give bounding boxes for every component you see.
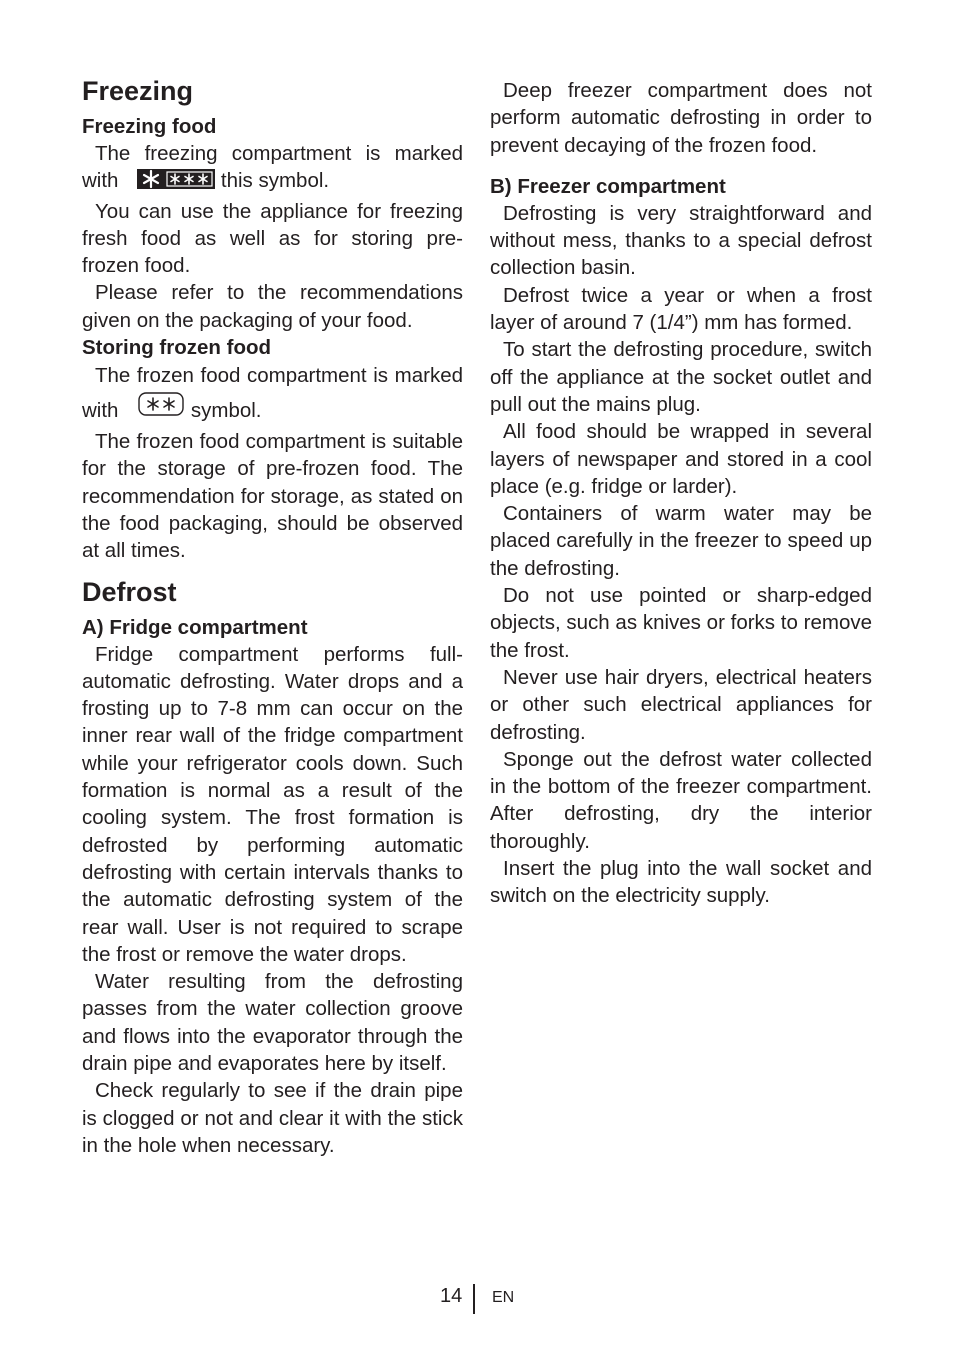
ff-p1-before: The freezing compartment is marked with (82, 142, 463, 193)
right-column (490, 74, 872, 910)
left-column (82, 74, 463, 1159)
deep-freezer-paragraph: Deep freezer compartment does not perform automatic defrosting in order to prevent decaying of the frozen food. (490, 79, 872, 157)
two-star-freezer-icon (124, 391, 185, 428)
freezer-paragraph-8: Sponge out the defrost water collected in the bottom of the freezer compartment. After defrosting, dry the interior thoroughly. (490, 747, 872, 853)
freezer-paragraph-5: Containers of warm water may be placed carefully in the freezer to speed up the defrosting. (490, 502, 872, 580)
freezer-paragraph-2: Defrost twice a year or when a frost layer of around 7 (1/4”) mm has formed. (490, 283, 872, 335)
fridge-compartment-heading: A) Fridge compartment (82, 615, 308, 639)
freezing-food-paragraph-1 (82, 140, 463, 198)
freezing-food-paragraph-2: You can use the appliance for freezing fresh food as well as for storing pre-frozen food. (82, 199, 463, 278)
freezer-paragraph-1: Defrosting is very straightforward and without mess, thanks to a special defrost collection basin. (490, 201, 872, 280)
freezing-food-heading: Freezing food (82, 115, 217, 138)
freezer-paragraph-7: Never use hair dryers, electrical heaters or other such electrical appliances for defrosting. (490, 665, 872, 744)
page-footer (0, 1284, 954, 1314)
freezer-paragraph-6: Do not use pointed or sharp-edged objects, such as knives or forks to remove the frost. (490, 584, 872, 662)
ff-p1-after: this symbol. (220, 169, 330, 193)
storing-frozen-paragraph-2: The frozen food compartment is suitable for the storage of pre-frozen food. The recommendation for storage, as stated on the food packaging, should be observed at all times. (82, 430, 463, 563)
fridge-paragraph-2: Water resulting from the defrosting passes from the water collection groove and flows into the evaporator through the drain pipe and evaporates here by itself. (82, 970, 463, 1076)
freezing-heading: Freezing (82, 76, 194, 106)
freezing-food-paragraph-3: Please refer to the recommendations given on the packaging of your food. (82, 281, 463, 332)
defrost-heading: Defrost (82, 576, 177, 607)
page-number: 14 (440, 1285, 463, 1307)
freezer-paragraph-9: Insert the plug into the wall socket and switch on the electricity supply. (490, 857, 872, 908)
language-code: EN (492, 1289, 515, 1306)
fridge-paragraph-1: Fridge compartment performs full-automatic defrosting. Water drops and a frosting up to 7-8 mm can occur on the inner rear wall of the fridge compartment while your refrigerator cools down. Such formation is normal as a result of the cooling system. The frost formation is defrosted by performing automatic defrosting with certain intervals thanks to the automatic defrosting system of the rear wall. User is not required to scrape the frost or remove the water drops. (82, 642, 463, 966)
sf-p1-after: symbol. (190, 399, 262, 423)
fridge-paragraph-3: Check regularly to see if the drain pipe is clogged or not and clear it with the stick in the hole when necessary. (82, 1079, 463, 1157)
storing-frozen-food-heading: Storing frozen food (82, 336, 272, 360)
sf-p1-before: The frozen food compartment is marked with (82, 364, 463, 423)
four-star-freezer-icon (124, 168, 215, 197)
storing-frozen-paragraph-1 (82, 361, 463, 428)
freezer-compartment-heading: B) Freezer compartment (490, 174, 726, 198)
freezer-paragraph-3: To start the defrosting procedure, switch off the appliance at the socket outlet and pull out the mains plug. (490, 338, 872, 416)
freezer-paragraph-4: All food should be wrapped in several layers of newspaper and stored in a cool place (e.g. fridge or larder). (490, 420, 872, 498)
footer-divider (473, 1284, 475, 1314)
